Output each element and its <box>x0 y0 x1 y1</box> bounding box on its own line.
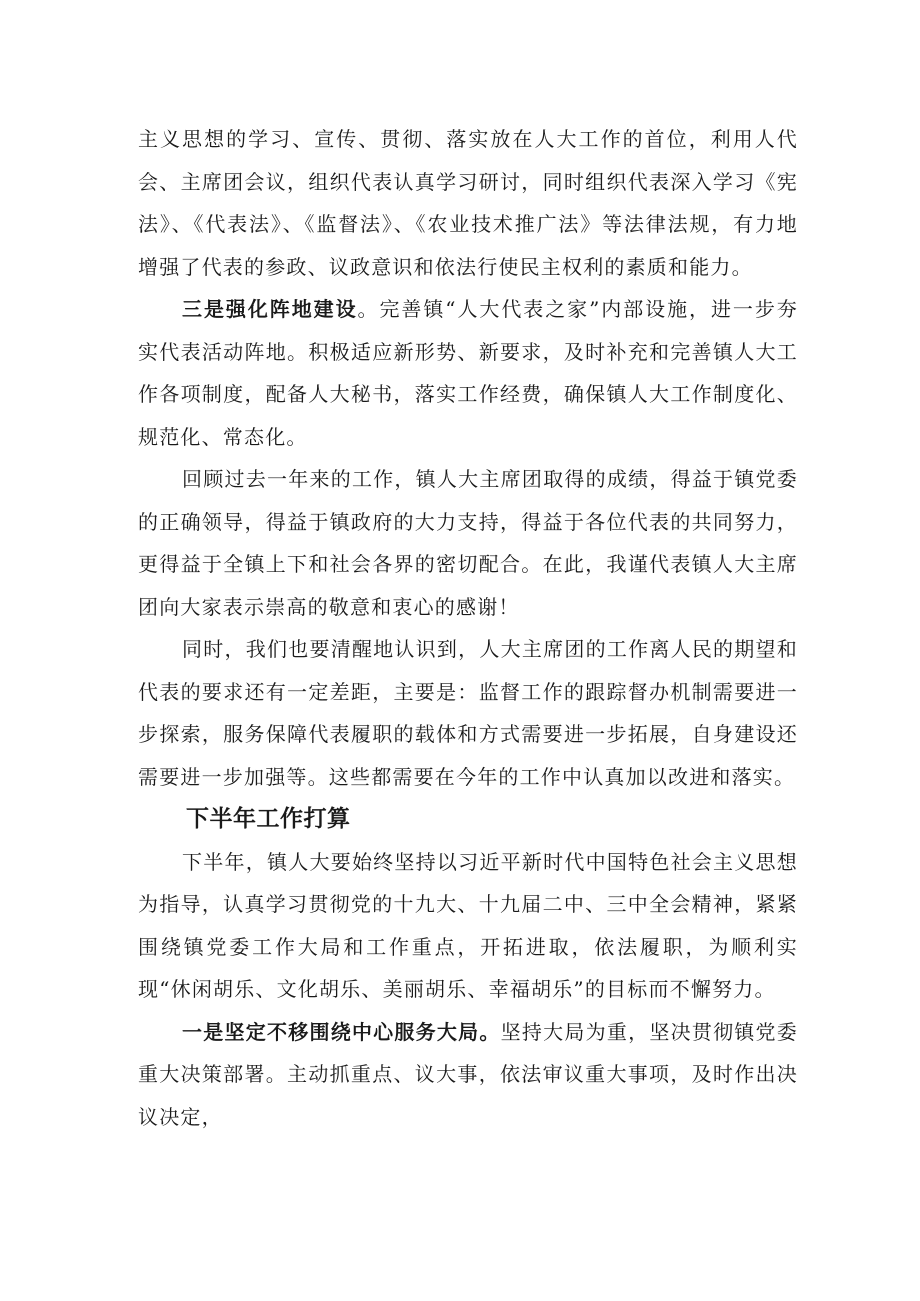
paragraph-lead: 三是强化阵地建设 <box>182 297 358 321</box>
paragraph-review: 回顾过去一年来的工作，镇人大主席团取得的成绩，得益于镇党委的正确领导，得益于镇政府的大力支持，得益于各位代表的共同努力，更得益于全镇上下和社会各界的密切配合。在此，我谨代表镇人大主席团向大家表示崇高的敬意和衷心的感谢！ <box>138 467 798 619</box>
paragraph-lead: 一是坚定不移围绕中心服务大局。 <box>182 1019 501 1044</box>
paragraph-plan-first <box>138 1011 798 1139</box>
paragraph-plan-intro: 下半年，镇人大要始终坚持以习近平新时代中国特色社会主义思想为指导，认真学习贯彻党的十九大、十九届二中、三中全会精神，紧紧围绕镇党委工作大局和工作重点，开拓进取，依法履职，为顺利实现“休闲胡乐、文化胡乐、美丽胡乐、幸福胡乐”的目标而不懈努力。 <box>138 849 798 1001</box>
paragraph-body: 坚持大局为重，坚决贯彻镇党委重大决策部署。主动抓重点、议大事，依法审议重大事项，及时作出决议决定， <box>138 1019 798 1129</box>
paragraph-shortcomings: 同时，我们也要清醒地认识到，人大主席团的工作离人民的期望和代表的要求还有一定差距，主要是：监督工作的跟踪督办机制需要进一步探索，服务保障代表履职的载体和方式需要进一步拓展，自身建设还需要进一步加强等。这些都需要在今年的工作中认真加以改进和落实。 <box>138 637 798 789</box>
document-page <box>138 118 798 1138</box>
section-heading: 下半年工作打算 <box>186 806 351 832</box>
paragraph-position-building <box>138 288 798 458</box>
paragraph-study: 主义思想的学习、宣传、贯彻、落实放在人大工作的首位，利用人代会、主席团会议，组织代表认真学习研讨，同时组织代表深入学习《宪法》、《代表法》、《监督法》、《农业技术推广法》等法律法规，有力地增强了代表的参政、议政意识和依法行使民主权利的素质和能力。 <box>138 127 798 279</box>
paragraph-body: 。完善镇“人大代表之家”内部设施，进一步夯实代表活动阵地。积极适应新形势、新要求，及时补充和完善镇人大工作各项制度，配备人大秘书，落实工作经费，确保镇人大工作制度化、规范化、常态化。 <box>138 297 798 449</box>
